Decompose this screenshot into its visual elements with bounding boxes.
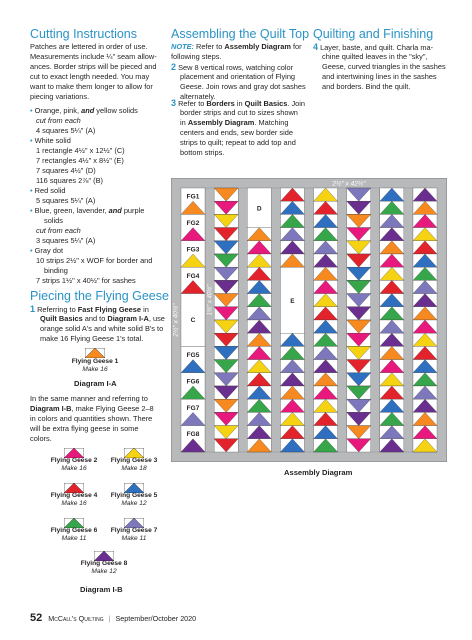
cutting-intro-1: Patches are lettered in order of use. <box>30 42 148 51</box>
flying-geese-2-caption <box>44 457 104 472</box>
flying-geese-1-caption: Flying Geese 1 Make 16 <box>71 358 119 373</box>
gray-line-2: binding <box>44 266 68 275</box>
white-line-2: 7 rectangles 4½" x 8½" (E) <box>36 156 124 165</box>
gray-bullet: • Gray dot <box>30 246 63 255</box>
sash <box>371 188 380 452</box>
step1-line-1: 1 Referring to Fast Flying Geese in <box>30 304 149 314</box>
blue-line-1: 3 squares 5¼" (A) <box>36 236 96 245</box>
flying-geese-4-caption <box>44 492 104 507</box>
orange-line-1: 4 squares 5¼" (A) <box>36 126 96 135</box>
fg-label: FG5 <box>186 351 200 359</box>
flying-geese-make: Make 11 <box>61 534 87 542</box>
fg-label: FG1 <box>186 193 200 201</box>
assembly-diagram-caption: Assembly Diagram <box>284 468 353 477</box>
cutting-title: Cutting Instructions <box>30 27 137 41</box>
step4-line-3: Geese, curved triangles in the sashes <box>322 62 446 71</box>
white-line-1: 1 rectangle 4½" x 12½" (C) <box>36 146 125 155</box>
step3-line-3: in Assembly Diagram. Matching <box>180 118 289 127</box>
step1-line-3: orange solid A's and white solid B's to <box>40 324 164 333</box>
white-line-3: 7 squares 4½" (D) <box>36 166 96 175</box>
diagram-ib-caption: Diagram I-B <box>80 585 123 594</box>
side-border-label: 2½" x 40½" <box>172 303 180 337</box>
flying-geese-title: Flying Geese 5 <box>110 492 158 499</box>
blue-cut-from: cut from each <box>36 226 81 235</box>
flying-geese-make: Make 18 <box>121 464 147 472</box>
top-border-label: 2½" x 42½" <box>332 180 366 188</box>
cutting-intro-6: piecing variations. <box>30 92 90 101</box>
step2-line-2: placement and orientation of Flying <box>180 72 296 81</box>
flying-geese-5-caption <box>104 492 164 507</box>
fg-label: FG6 <box>186 378 200 386</box>
step4-line-4: and intertwining lines in the sashes <box>322 72 437 81</box>
sash <box>304 188 313 452</box>
para-line-1: In the same manner and referring to <box>30 394 148 403</box>
step4-line-2: chine quilted leaves in the "sky", <box>322 52 428 61</box>
letter-d: D <box>256 205 262 213</box>
sash <box>205 188 214 452</box>
flying-geese-title: Flying Geese 4 <box>50 492 98 499</box>
letter-e: E <box>290 297 295 305</box>
flying-geese-make: Make 12 <box>121 499 147 507</box>
flying-geese-6-caption <box>44 527 104 542</box>
step2-line-1: 2 Sew 8 vertical rows, watching color <box>171 62 294 72</box>
cutting-intro-4: cut to exact length needed. You may <box>30 72 150 81</box>
sash <box>338 188 347 452</box>
flying-geese-8-caption <box>74 560 134 575</box>
fg-label: FG2 <box>186 219 200 227</box>
para-line-5: colors. <box>30 434 52 443</box>
flying-geese-make: Make 11 <box>121 534 147 542</box>
flying-geese-title: Flying Geese 6 <box>50 527 98 534</box>
page-footer <box>30 612 196 624</box>
issue-date: September/October 2020 <box>115 614 197 623</box>
orange-cut-from: cut from each <box>36 116 81 125</box>
flying-geese-make: Make 16 <box>61 464 87 472</box>
orange-bullet: • Orange, pink, and yellow solids <box>30 106 138 115</box>
sash <box>271 188 280 452</box>
step2-line-3: Geese. Join rows and gray dot sashes <box>180 82 306 91</box>
fg-label: FG8 <box>186 431 200 439</box>
gray-line-3: 7 strips 1½" x 40½" for sashes <box>36 276 136 285</box>
step4-line-5: and borders. Bind the quilt. <box>322 82 411 91</box>
cutting-intro-2: Measurements include ¼" seam allow- <box>30 52 157 61</box>
fg-label: FG7 <box>186 404 200 412</box>
red-bullet: • Red solid <box>30 186 66 195</box>
step3-line-2: border strips and cut to sizes shown <box>180 108 298 117</box>
step1-line-4: make 16 Flying Geese 1's total. <box>40 334 144 343</box>
para-line-2: Diagram I-B, make Flying Geese 2–8 <box>30 404 154 413</box>
flying-geese-make: Make 16 <box>61 499 87 507</box>
fg-label: FG4 <box>186 272 200 280</box>
blue-line2: solids <box>44 216 63 225</box>
white-line-4: 116 squares 2⅞" (B) <box>36 176 103 185</box>
step3-line-4: centers and ends, sew border side <box>180 128 293 137</box>
step3-line-5: strips to quilt; repeat to add top and <box>180 138 296 147</box>
quilting-title: Quilting and Finishing <box>313 27 434 41</box>
flying-geese-title: Flying Geese 8 <box>80 560 128 567</box>
flying-geese-make: Make 12 <box>91 567 117 575</box>
assembly-diagram <box>171 178 447 467</box>
footer-separator: | <box>108 614 111 623</box>
sash-label: 1½" x 40½" <box>207 284 214 316</box>
flying-geese-7-caption <box>104 527 164 542</box>
step2-line-4: alternately. <box>180 92 216 101</box>
step3-line-1: 3 Refer to Borders in Quilt Basics. Join <box>171 98 306 108</box>
note-line-1: NOTE: Refer to Assembly Diagram for <box>171 42 302 51</box>
sash <box>404 188 413 452</box>
piecing-title: Piecing the Flying Geese <box>30 289 169 303</box>
para-line-4: will be extra flying geese in some <box>30 424 139 433</box>
flying-geese-title: Flying Geese 2 <box>50 457 98 464</box>
blue-bullet: • Blue, green, lavender, and purple <box>30 206 145 215</box>
flying-geese-3-caption <box>104 457 164 472</box>
gray-line-1: 10 strips 2½" x WOF for border and <box>36 256 153 265</box>
assembling-title: Assembling the Quilt Top <box>171 27 310 41</box>
flying-geese-title: Flying Geese 3 <box>110 457 158 464</box>
sash <box>238 188 247 452</box>
fg-label: FG3 <box>186 246 200 254</box>
cutting-intro-5: want to make them longer to allow for <box>30 82 153 91</box>
magazine-name: McCall's Quilting <box>48 614 104 623</box>
page-number: 52 <box>30 612 43 624</box>
step3-line-6: bottom strips. <box>180 148 225 157</box>
step1-line-2: Quilt Basics and to Diagram I-A, use <box>40 314 165 323</box>
flying-geese-title: Flying Geese 7 <box>110 527 158 534</box>
red-line-1: 5 squares 5¼" (A) <box>36 196 96 205</box>
diagram-ia-caption: Diagram I-A <box>74 379 117 388</box>
para-line-3: in colors and quantities shown. There <box>30 414 153 423</box>
step4-line-1: 4 Layer, baste, and quilt. Charla ma- <box>313 42 434 52</box>
white-bullet: • White solid <box>30 136 71 145</box>
letter-c: C <box>190 317 196 324</box>
note-line-2: following steps. <box>171 52 222 61</box>
cutting-intro-3: ances. Border strips will be pieced and <box>30 62 157 71</box>
